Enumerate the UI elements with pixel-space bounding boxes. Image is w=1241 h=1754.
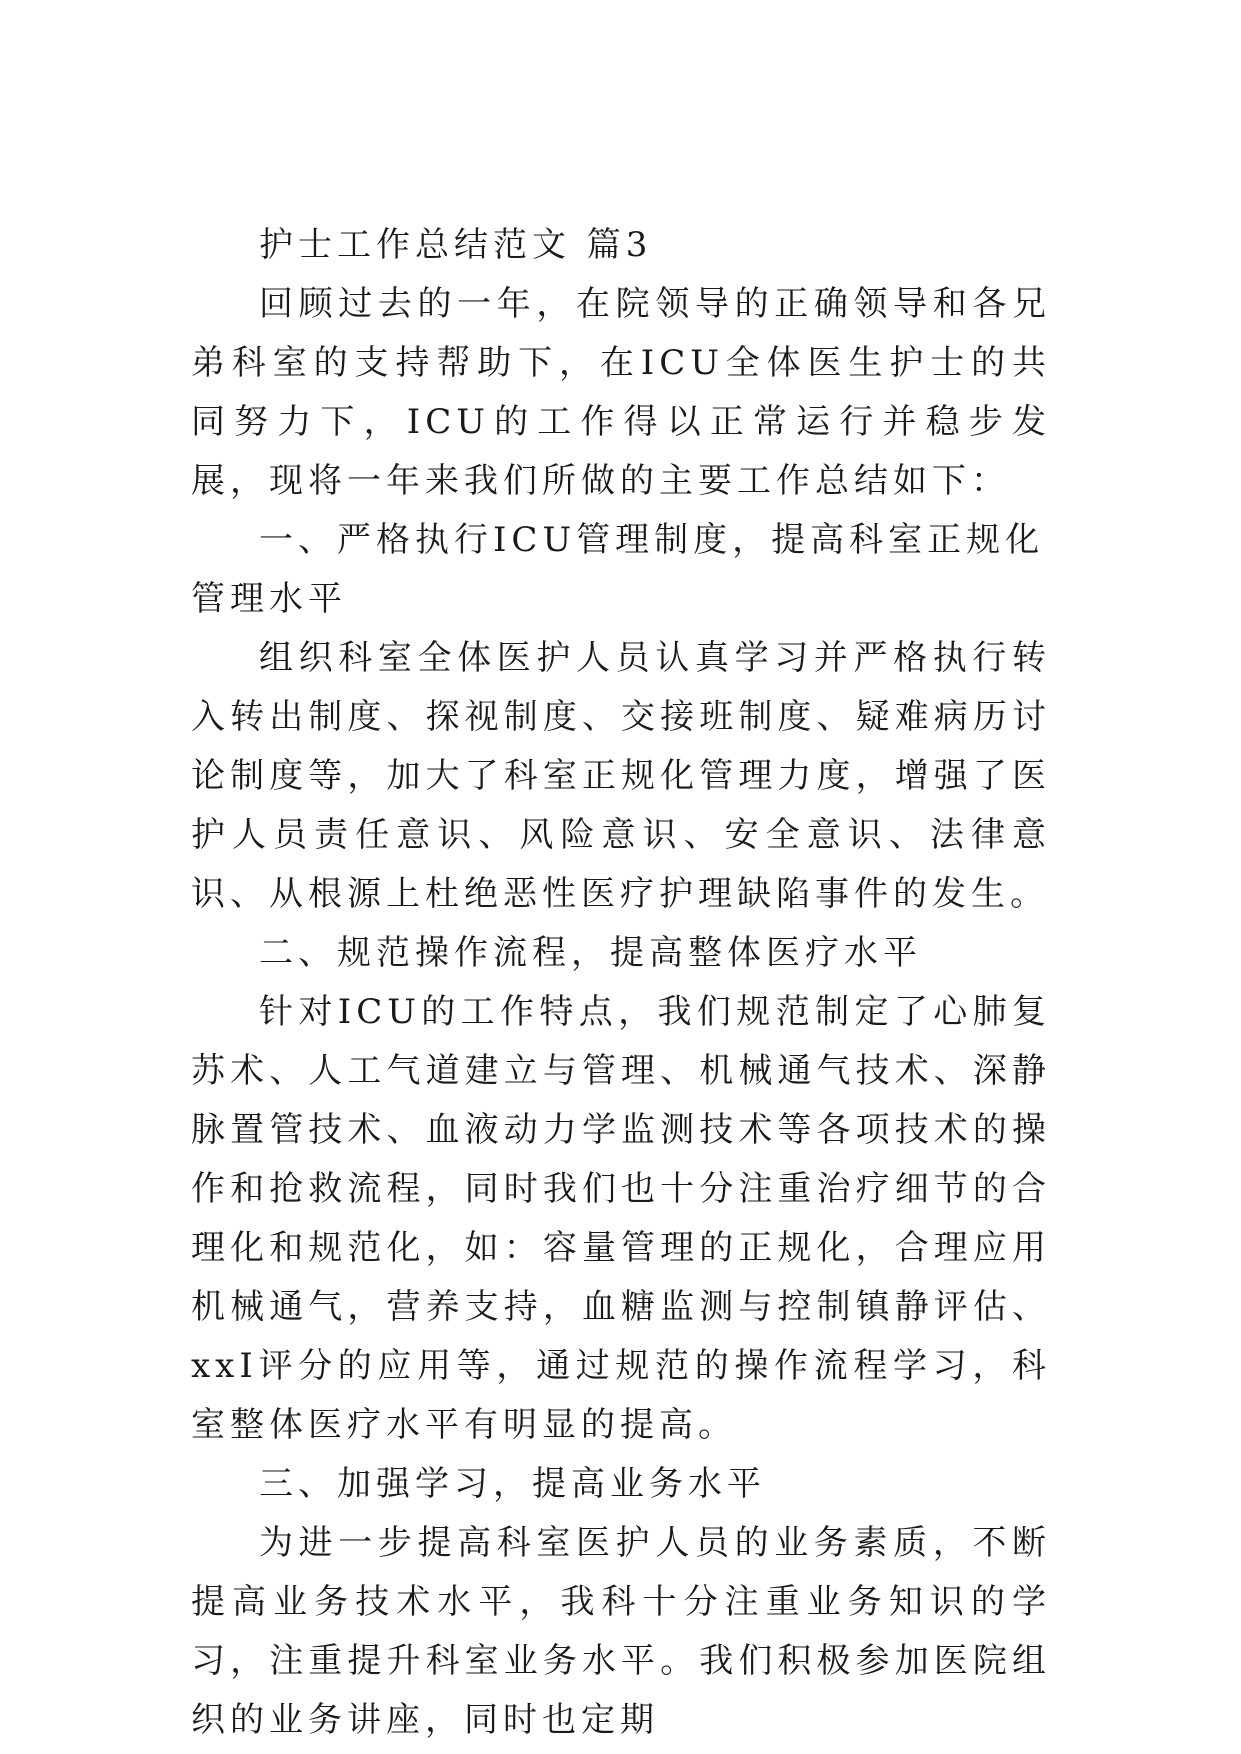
document-title: 护士工作总结范文 篇3 — [259, 225, 653, 265]
section-paragraph-2: 针对ICU的工作特点，我们规范制定了心肺复苏术、人工气道建立与管理、机械通气技术、深静脉置管技术、血液动力学监测技术等各项技术的操作和抢救流程，同时我们也十分注重治疗细节的合理化和规范化，如：容量管理的正规化，合理应用机械通气，营养支持，血糖监测与控制镇静评估、xxI评分的应用等，通过规范的操作流程学习，科室整体医疗水平有明显的提高。 — [191, 992, 1051, 1445]
section-paragraph-1: 组织科室全体医护人员认真学习并严格执行转入转出制度、探视制度、交接班制度、疑难病历讨论制度等，加大了科室正规化管理力度，增强了医护人员责任意识、风险意识、安全意识、法律意识、从根源上杜绝恶性医疗护理缺陷事件的发生。 — [191, 638, 1051, 914]
section-heading-1: 一、严格执行ICU管理制度，提高科室正规化管理水平 — [191, 520, 1045, 619]
section-heading-3: 三、加强学习，提高业务水平 — [259, 1464, 766, 1504]
document-body — [191, 216, 1051, 1750]
intro-paragraph: 回顾过去的一年，在院领导的正确领导和各兄弟科室的支持帮助下，在ICU全体医生护士的共同努力下，ICU的工作得以正常运行并稳步发展，现将一年来我们所做的主要工作总结如下： — [191, 284, 1051, 501]
section-heading-2: 二、规范操作流程，提高整体医疗水平 — [259, 933, 922, 973]
section-paragraph-3: 为进一步提高科室医护人员的业务素质，不断提高业务技术水平，我科十分注重业务知识的学习，注重提升科室业务水平。我们积极参加医院组织的业务讲座，同时也定期 — [191, 1523, 1051, 1740]
